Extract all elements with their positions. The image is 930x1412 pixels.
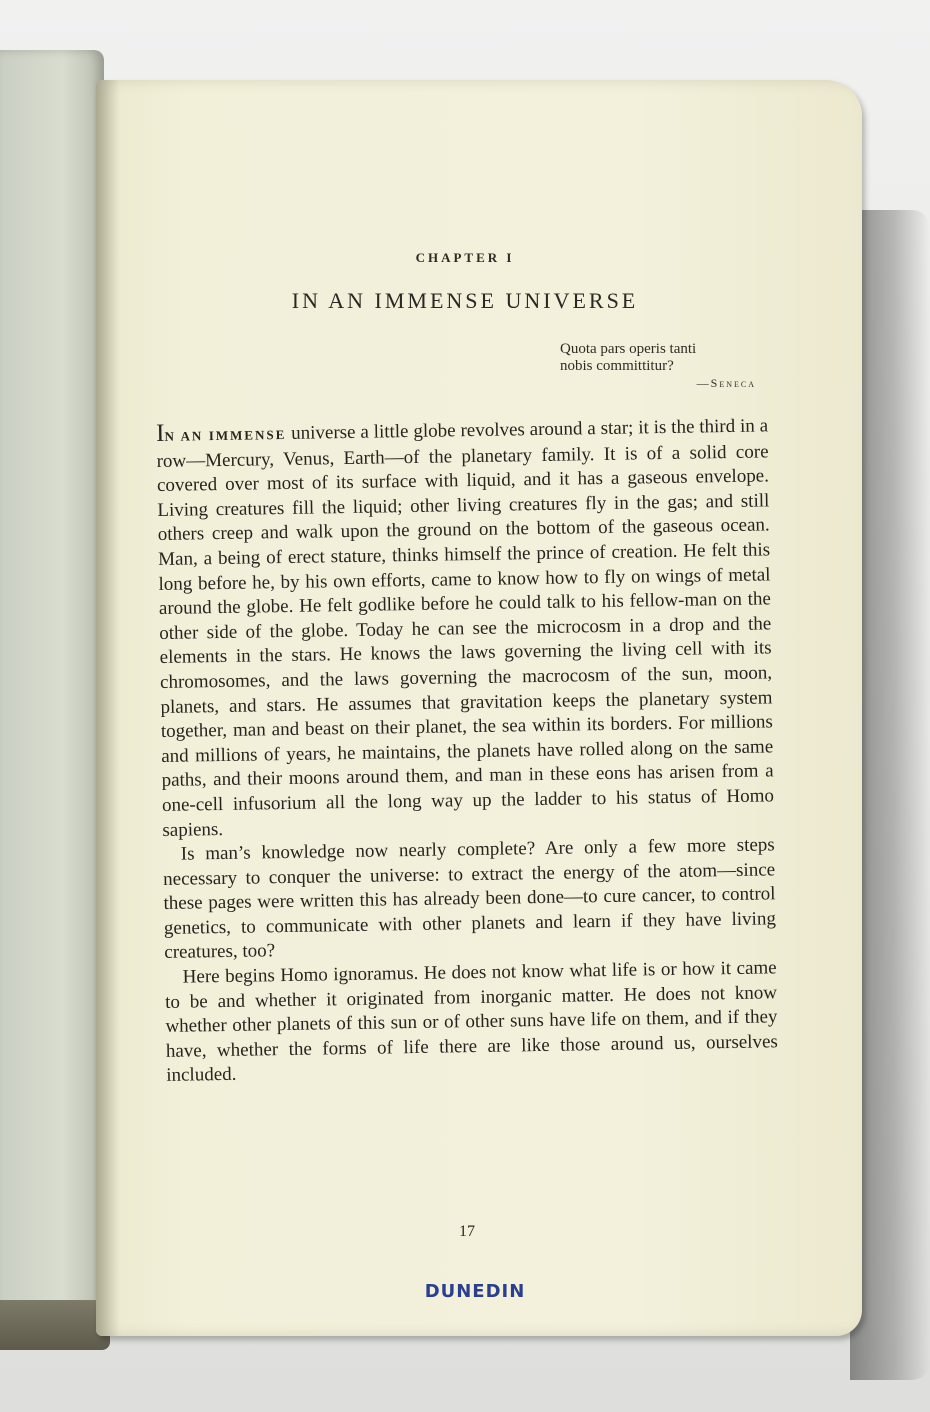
drop-cap: I — [155, 419, 165, 447]
epigraph-line-1: Quota pars operis tanti — [560, 341, 697, 357]
paragraph-1 — [156, 412, 775, 843]
chapter-title: IN AN IMMENSE UNIVERSE — [291, 288, 639, 313]
paragraph-3: Here begins Homo ignoramus. He does not know what life is or how it came to be and whether it originated from inorganic matter. He does not know whether other planets of this sun or of other suns have life on them, and if they have, whether the forms of life there are like those around us, ourselves included. — [164, 957, 778, 1087]
epigraph-line-2: nobis committitur? — [560, 358, 674, 374]
left-page-edge — [0, 50, 104, 1335]
lead-in-small-caps: N AN IMMENSE — [164, 426, 287, 444]
book-cover-edge — [0, 1300, 110, 1350]
body-text — [156, 412, 778, 1089]
page-gutter-shadow — [96, 80, 120, 1336]
dunedin-stamp: DUNEDIN — [424, 1281, 526, 1302]
paragraph-2: Is man’s knowledge now nearly complete? Are only a few more steps necessary to conquer the universe: to extract the energy of the atom—since these pages were written this has already been done—to cure cancer, to control genetics, to communicate with other planets and learn if they have living creatures, too? — [163, 834, 777, 964]
page-number — [0, 1223, 930, 1241]
page-number-text: 17 — [459, 1223, 475, 1240]
epigraph — [560, 341, 780, 392]
epigraph-author: —Seneca — [696, 376, 756, 390]
paragraph-1-text: universe a little globe revolves around a star; it is the third in a row—Mercury, Venus, Earth—of the planetary family. It is of a solid core covered over most of its surface with liquid, and it has a gaseous envelope. Living creatures fill the liquid; other living creatures fly in the gas; and still others creep and walk upon the ground on the bottom of the gaseous ocean. Man, a being of erect stature, thinks himself the prince of creation. He felt this long before he, by his own efforts, came to know how to fly on wings of metal around the globe. He felt godlike before he could talk to his fellow-man on the other side of the globe. Today he can see the microcosm in a drop and the elements in the stars. He knows the laws governing the living cell with its chromosomes, and the laws governing the macrocosm of the sun, moon, planets, and stars. He assumes that gravitation keeps the planetary system together, man and beast on their planet, the sea within its borders. For millions and millions of years, he maintains, the planets have rolled along on the same paths, and their moons around them, and man in these eons has arisen from a one-cell infusorium all the long way up the ladder to his status of Homo sapiens. — [156, 415, 775, 841]
chapter-label: CHAPTER I — [415, 250, 515, 265]
book-shadow — [850, 210, 930, 1380]
